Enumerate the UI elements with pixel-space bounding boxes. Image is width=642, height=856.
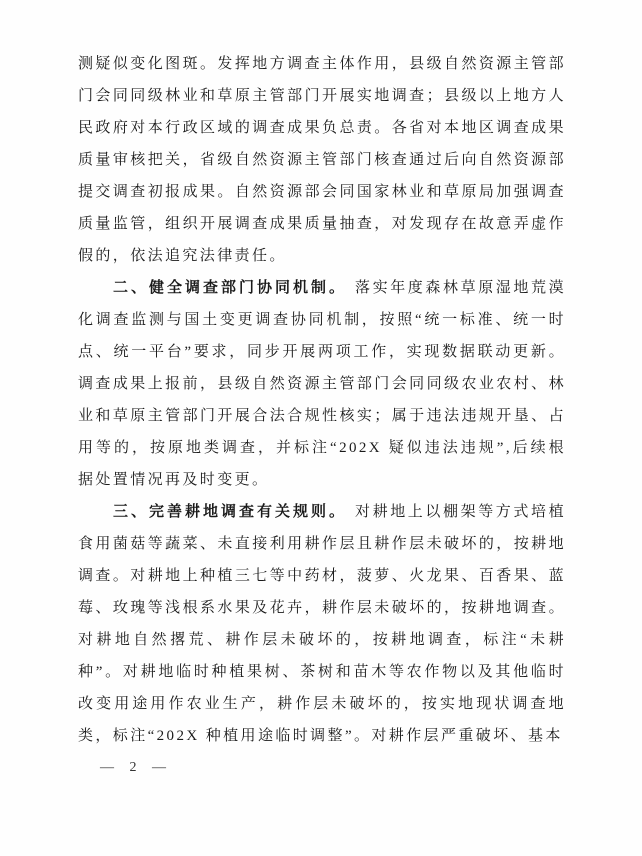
paragraph-text: 落实年度森林草原湿地荒漠化调查监测与国土变更调查协同机制，按照“统一标准、统一时点、统一平台”要求，同步开展两项工作，实现数据联动更新。调查成果上报前，县级自然资源主管部门会同同级农业农村、林业和草原主管部门开展合法合规性核实；属于违法违规开垦、占用等的，按原地类调查，并标注“202X 疑似违法违规”,后续根据处置情况再及时变更。 (78, 280, 566, 488)
paragraph-section-3 (78, 496, 566, 752)
document-body (78, 48, 566, 752)
paragraph-continuation (78, 48, 566, 272)
section-heading: 二、健全调查部门协同机制。 (113, 279, 347, 296)
section-heading: 三、完善耕地调查有关规则。 (113, 503, 347, 520)
paragraph-text: 对耕地上以棚架等方式培植食用菌菇等蔬菜、未直接利用耕作层且耕作层未破坏的，按耕地调查。对耕地上种植三七等中药材，菠萝、火龙果、百香果、蓝莓、玫瑰等浅根系水果及花卉，耕作层未破坏的，按耕地调查。对耕地自然撂荒、耕作层未破坏的，按耕地调查，标注“未耕种”。对耕地临时种植果树、茶树和苗木等农作物以及其他临时改变用途用作农业生产，耕作层未破坏的，按实地现状调查地类，标注“202X 种植用途临时调整”。对耕作层严重破坏、基本 (78, 504, 566, 744)
page-number: — 2 — (100, 760, 172, 775)
paragraph-section-2 (78, 272, 566, 496)
paragraph-text: 测疑似变化图斑。发挥地方调查主体作用，县级自然资源主管部门会同同级林业和草原主管部门开展实地调查；县级以上地方人民政府对本行政区域的调查成果负总责。各省对本地区调查成果质量审核把关，省级自然资源主管部门核查通过后向自然资源部提交调查初报成果。自然资源部会同国家林业和草原局加强调查质量监管，组织开展调查成果质量抽查，对发现存在故意弄虚作假的，依法追究法律责任。 (78, 56, 566, 264)
